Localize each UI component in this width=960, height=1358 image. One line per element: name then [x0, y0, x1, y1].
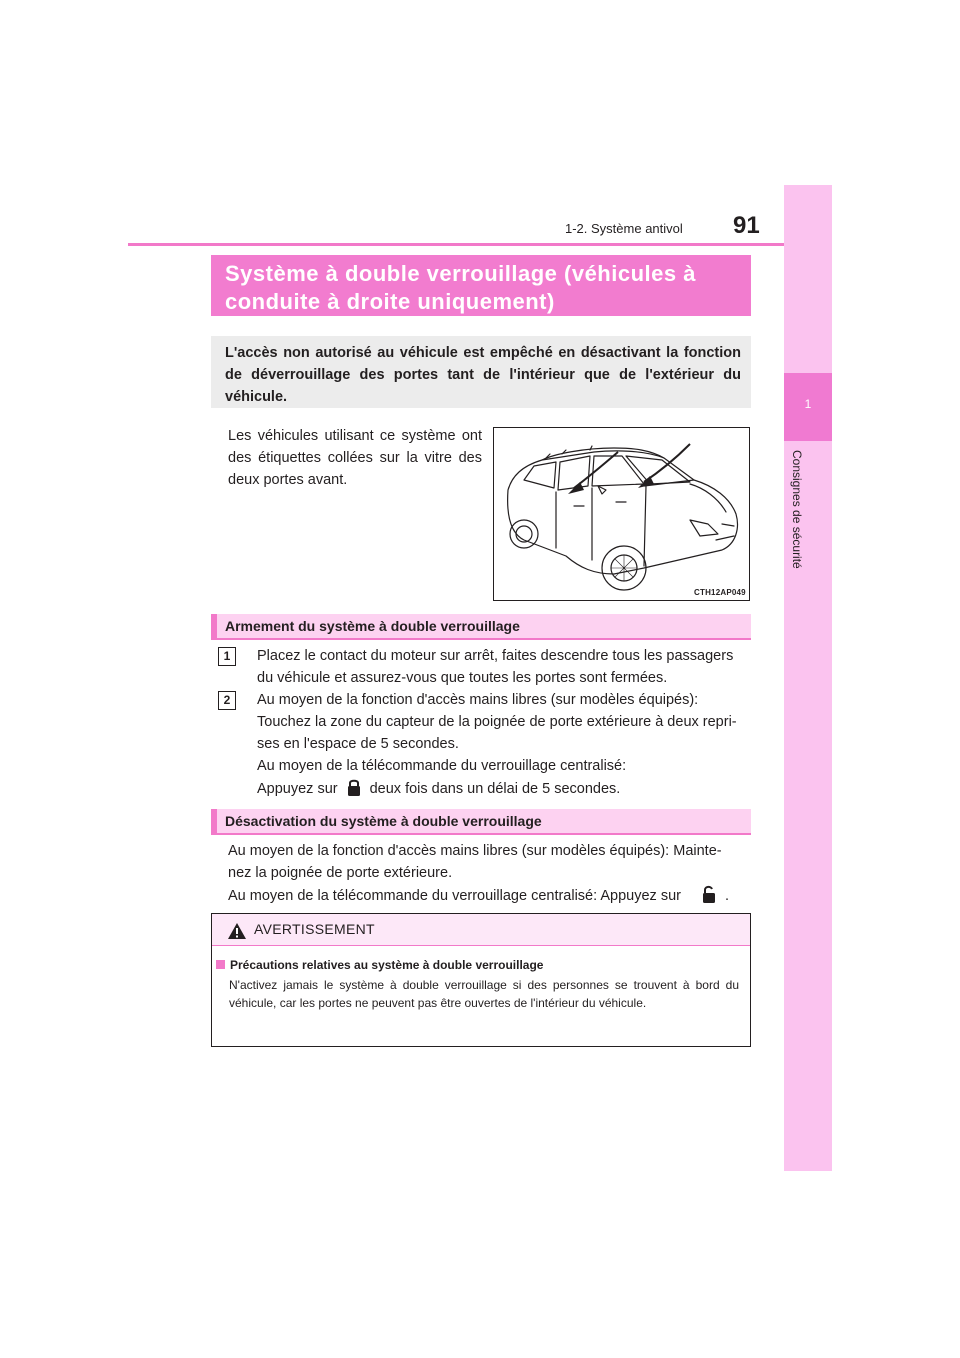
intro-text: L'accès non autorisé au véhicule est empêché en désactivant la fonction de déverrouillage des portes tant de l'intérieur que de l'extérieur du véhicule.	[225, 345, 741, 405]
deactivation-heading	[211, 809, 751, 833]
arming-heading	[211, 614, 751, 638]
step-1-line: du véhicule et assurez-vous que toutes les portes sont fermées.	[257, 670, 668, 686]
unlock-icon	[699, 884, 719, 904]
lock-icon	[344, 777, 364, 797]
deactivation-line: Au moyen de la fonction d'accès mains libres (sur modèles équipés): Mainte-	[228, 843, 722, 859]
section-title-line1: Système à double verrouillage (véhicules à	[225, 261, 696, 286]
figure-description: Les véhicules utilisant ce système ont des étiquettes collées sur la vitre des deux portes avant.	[228, 428, 482, 488]
chapter-tab	[784, 185, 832, 1171]
warning-triangle-icon	[227, 922, 247, 945]
press-after-text: deux fois dans un délai de 5 secondes.	[369, 781, 621, 797]
step-2-line: ses en l'espace de 5 secondes.	[257, 736, 459, 752]
section-title-line2: conduite à droite uniquement)	[225, 289, 555, 314]
car-illustration-icon	[494, 428, 749, 600]
figure-code: CTH12AP049	[694, 588, 746, 597]
step-1-text	[257, 645, 751, 689]
step-1-line: Placez le contact du moteur sur arrêt, faites descendre tous les passagers	[257, 648, 734, 664]
warning-body: N'activez jamais le système à double verrouillage si des personnes se trouvent à bord du véhicule, car les portes ne peuvent pas être ouvertes de l'intérieur du véhicule.	[229, 978, 739, 1010]
chapter-title: Consignes de sécurité	[790, 450, 804, 569]
deactivation-heading-text: Désactivation du système à double verrouillage	[225, 813, 542, 829]
deactivation-text	[228, 840, 751, 907]
press-after-text: .	[724, 888, 730, 904]
step-2-press-line	[257, 777, 751, 800]
warning-subtitle-text: Précautions relatives au système à double verrouillage	[230, 958, 544, 972]
intro-summary	[211, 336, 751, 408]
warning-title: AVERTISSEMENT	[254, 921, 375, 937]
step-number-badge: 1	[218, 647, 236, 666]
step-number-badge: 2	[218, 691, 236, 710]
bullet-square-icon	[216, 960, 225, 969]
chapter-number: 1	[804, 397, 812, 411]
arming-heading-text: Armement du système à double verrouillage	[225, 618, 520, 634]
press-before-text: Au moyen de la télécommande du verrouillage centralisé: Appuyez sur	[228, 888, 681, 904]
car-illustration	[493, 427, 750, 601]
step-2-line: Au moyen de la télécommande du verrouillage centralisé:	[257, 758, 627, 774]
warning-subtitle	[216, 958, 543, 972]
step-2-line: Au moyen de la fonction d'accès mains libres (sur modèles équipés):	[257, 692, 699, 708]
page-number: 91	[733, 212, 760, 239]
deactivation-line: nez la poignée de porte extérieure.	[228, 865, 453, 881]
deactivation-press-line	[228, 884, 751, 907]
step-2-text	[257, 689, 751, 800]
section-title	[211, 255, 751, 316]
press-before-text: Appuyez sur	[257, 781, 338, 797]
step-2-line: Touchez la zone du capteur de la poignée de porte extérieure à deux repri-	[257, 714, 737, 730]
header-divider	[128, 243, 832, 246]
section-reference: 1-2. Système antivol	[565, 221, 683, 236]
